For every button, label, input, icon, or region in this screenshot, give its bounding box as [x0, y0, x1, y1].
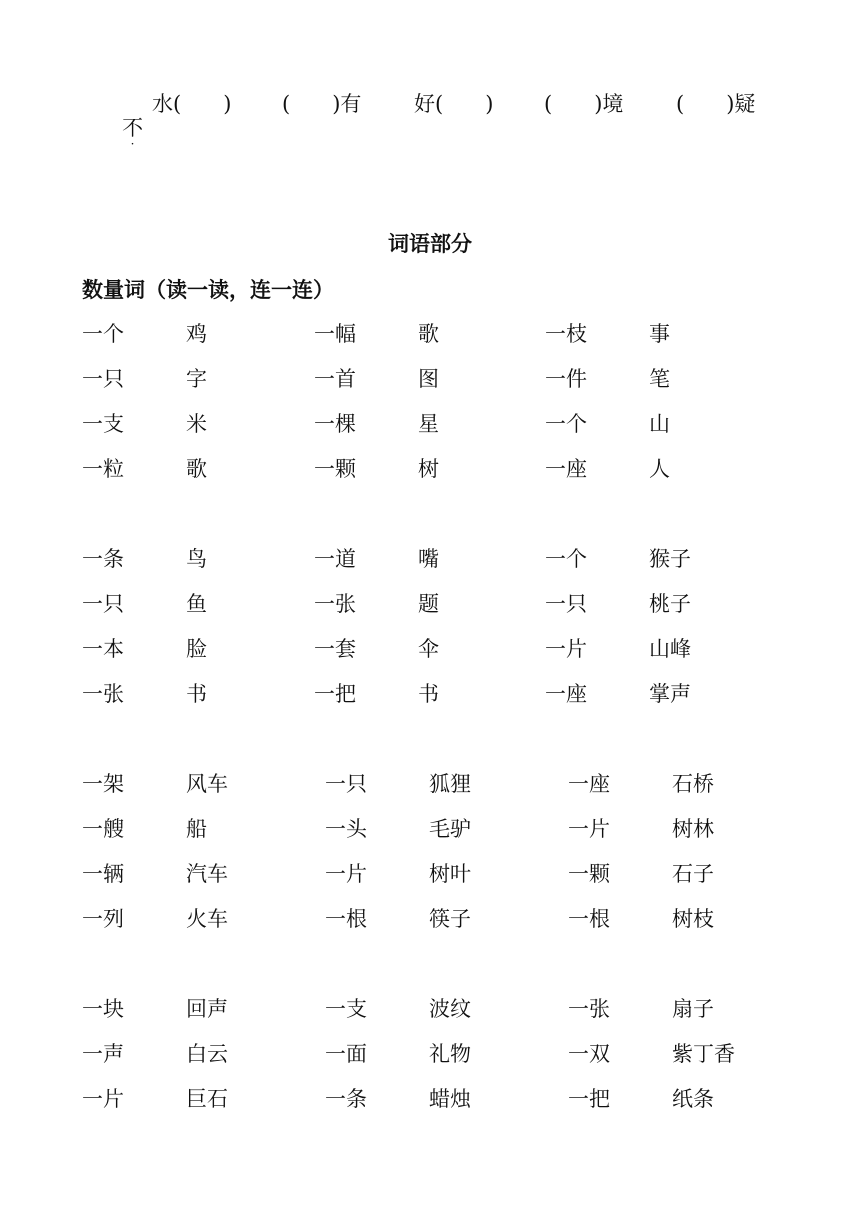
noun-word: 纸条 — [672, 1087, 714, 1111]
noun-word: 笔 — [649, 367, 670, 391]
noun-word: 回声 — [186, 997, 228, 1021]
noun-word: 树林 — [672, 817, 714, 841]
noun-word: 风车 — [186, 772, 228, 796]
measure-word: 一只 — [545, 592, 587, 616]
fill-in-item: ( )疑 — [676, 92, 756, 116]
measure-word: 一粒 — [82, 457, 124, 481]
measure-word: 一辆 — [82, 862, 124, 886]
noun-word: 山峰 — [649, 637, 691, 661]
noun-word: 嘴 — [418, 547, 439, 571]
noun-word: 蜡烛 — [429, 1087, 471, 1111]
measure-word: 一块 — [82, 997, 124, 1021]
word-row — [0, 903, 860, 933]
noun-word: 火车 — [186, 907, 228, 931]
noun-word: 鱼 — [186, 592, 207, 616]
noun-word: 桃子 — [649, 592, 691, 616]
noun-word: 波纹 — [429, 997, 471, 1021]
measure-word: 一双 — [568, 1042, 610, 1066]
measure-word: 一根 — [325, 907, 367, 931]
measure-word: 一个 — [545, 412, 587, 436]
noun-word: 树枝 — [672, 907, 714, 931]
word-row — [0, 858, 860, 888]
word-row — [0, 453, 860, 483]
measure-word: 一座 — [568, 772, 610, 796]
measure-word: 一架 — [82, 772, 124, 796]
noun-word: 歌 — [186, 457, 207, 481]
emphasis-dot-icon: · — [130, 137, 135, 151]
word-row — [0, 363, 860, 393]
measure-word: 一只 — [82, 592, 124, 616]
measure-word: 一条 — [82, 547, 124, 571]
noun-word: 猴子 — [649, 547, 691, 571]
emphasized-char: 不 · — [122, 116, 144, 151]
noun-word: 星 — [418, 412, 439, 436]
word-row — [0, 633, 860, 663]
measure-word: 一座 — [545, 457, 587, 481]
section-title: 词语部分 — [388, 232, 472, 256]
noun-word: 脸 — [186, 637, 207, 661]
measure-word: 一把 — [568, 1087, 610, 1111]
measure-word: 一支 — [325, 997, 367, 1021]
measure-word: 一颗 — [568, 862, 610, 886]
fill-in-item: 水( ) — [152, 92, 232, 116]
noun-word: 狐狸 — [429, 772, 471, 796]
measure-word: 一根 — [568, 907, 610, 931]
measure-word: 一片 — [325, 862, 367, 886]
measure-word: 一座 — [545, 682, 587, 706]
noun-word: 米 — [186, 412, 207, 436]
noun-word: 人 — [649, 457, 670, 481]
noun-word: 石子 — [672, 862, 714, 886]
word-row — [0, 588, 860, 618]
noun-word: 船 — [186, 817, 207, 841]
measure-word: 一个 — [82, 322, 124, 346]
noun-word: 题 — [418, 592, 439, 616]
measure-word: 一头 — [325, 817, 367, 841]
word-row — [0, 408, 860, 438]
measure-word: 一面 — [325, 1042, 367, 1066]
word-row — [0, 543, 860, 573]
noun-word: 巨石 — [186, 1087, 228, 1111]
measure-word: 一棵 — [314, 412, 356, 436]
measure-word: 一个 — [545, 547, 587, 571]
measure-word: 一片 — [545, 637, 587, 661]
noun-word: 图 — [418, 367, 439, 391]
noun-word: 汽车 — [186, 862, 228, 886]
measure-word: 一片 — [82, 1087, 124, 1111]
noun-word: 事 — [649, 322, 670, 346]
measure-word: 一只 — [82, 367, 124, 391]
noun-word: 山 — [649, 412, 670, 436]
measure-word: 一张 — [82, 682, 124, 706]
noun-word: 扇子 — [672, 997, 714, 1021]
measure-word: 一只 — [325, 772, 367, 796]
word-row — [0, 993, 860, 1023]
measure-word: 一本 — [82, 637, 124, 661]
measure-word: 一首 — [314, 367, 356, 391]
noun-word: 白云 — [186, 1042, 228, 1066]
exercise-heading: 数量词（读一读，连一连） — [82, 278, 334, 302]
measure-word: 一把 — [314, 682, 356, 706]
measure-word: 一颗 — [314, 457, 356, 481]
noun-word: 书 — [418, 682, 439, 706]
fill-in-item: ( )境 — [544, 92, 624, 116]
noun-word: 鸟 — [186, 547, 207, 571]
word-row — [0, 318, 860, 348]
noun-word: 伞 — [418, 637, 439, 661]
noun-word: 书 — [186, 682, 207, 706]
measure-word: 一列 — [82, 907, 124, 931]
fill-in-item: ( )有 — [282, 92, 362, 116]
measure-word: 一张 — [314, 592, 356, 616]
measure-word: 一幅 — [314, 322, 356, 346]
word-row — [0, 768, 860, 798]
measure-word: 一支 — [82, 412, 124, 436]
measure-word: 一件 — [545, 367, 587, 391]
measure-word: 一艘 — [82, 817, 124, 841]
noun-word: 树 — [418, 457, 439, 481]
measure-word: 一道 — [314, 547, 356, 571]
noun-word: 树叶 — [429, 862, 471, 886]
noun-word: 筷子 — [429, 907, 471, 931]
word-row — [0, 1083, 860, 1113]
noun-word: 紫丁香 — [672, 1042, 735, 1066]
noun-word: 字 — [186, 367, 207, 391]
noun-word: 毛驴 — [429, 817, 471, 841]
measure-word: 一条 — [325, 1087, 367, 1111]
fill-in-item — [82, 88, 143, 166]
measure-word: 一枝 — [545, 322, 587, 346]
word-row — [0, 813, 860, 843]
measure-word: 一套 — [314, 637, 356, 661]
noun-word: 石桥 — [672, 772, 714, 796]
noun-word: 掌声 — [649, 682, 691, 706]
fill-in-row — [82, 88, 802, 151]
fill-in-item: 好( ) — [414, 92, 494, 116]
noun-word: 鸡 — [186, 322, 207, 346]
noun-word: 礼物 — [429, 1042, 471, 1066]
word-row — [0, 1038, 860, 1068]
measure-word: 一张 — [568, 997, 610, 1021]
measure-word: 一片 — [568, 817, 610, 841]
noun-word: 歌 — [418, 322, 439, 346]
word-row — [0, 678, 860, 708]
measure-word: 一声 — [82, 1042, 124, 1066]
